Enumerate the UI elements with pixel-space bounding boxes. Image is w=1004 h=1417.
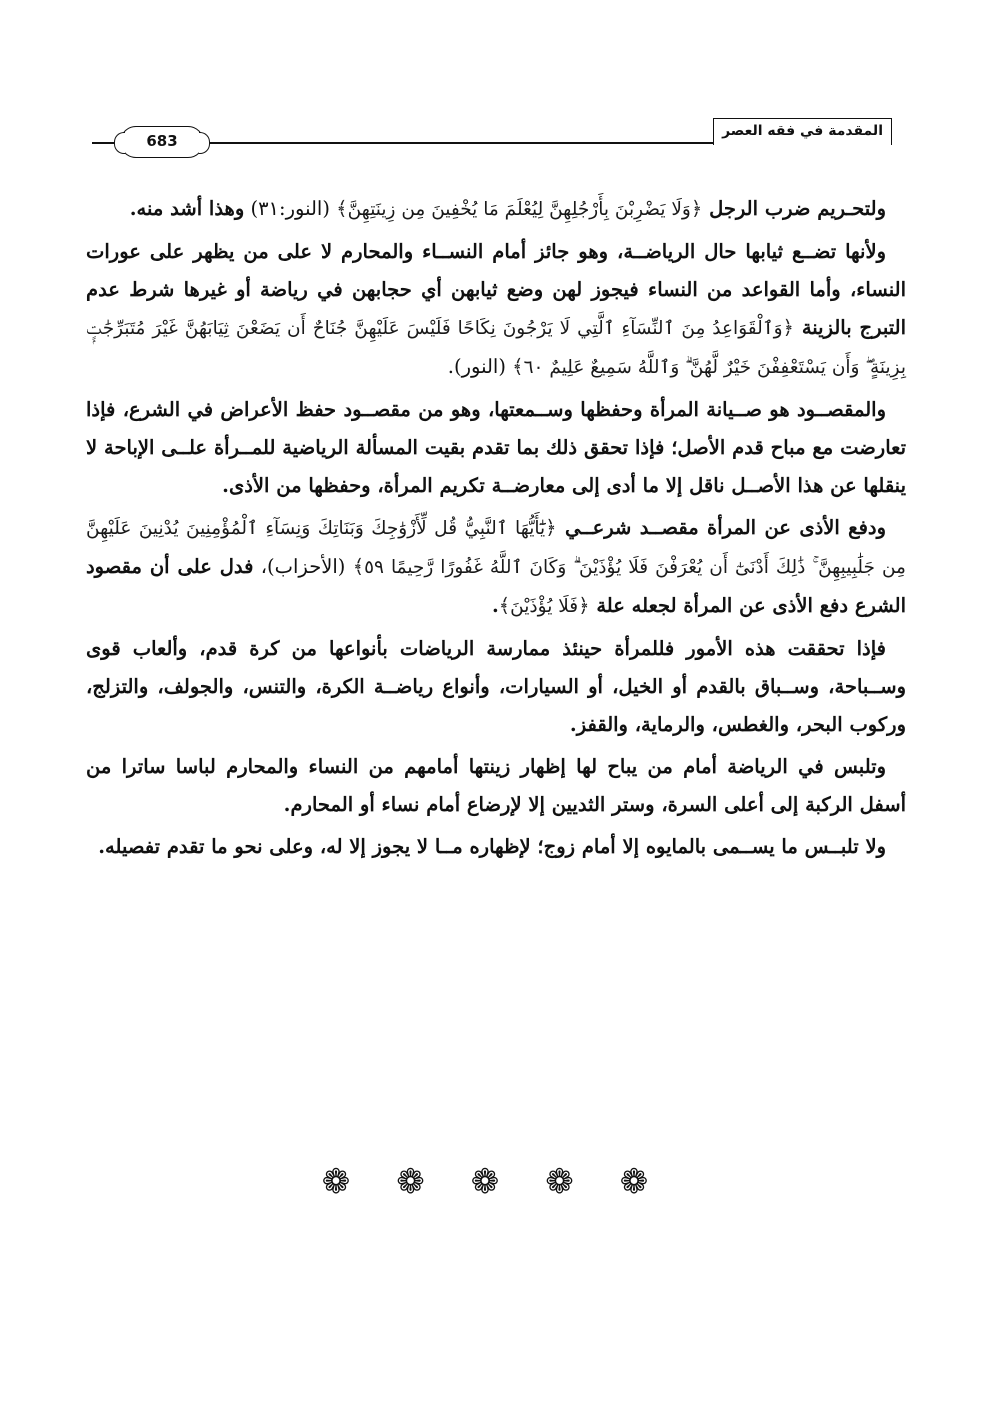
floral-ornament-icon: ❁ — [470, 1162, 534, 1202]
paragraph-text: ودفع الأذى عن المرأة مقصــد شرعــي — [556, 516, 886, 539]
ornate-bracket-open: ﴿ — [578, 594, 590, 617]
page-number: 683 — [120, 126, 204, 158]
floral-ornament-icon: ❁ — [619, 1162, 683, 1202]
verse-reference: (الأحزاب)، — [253, 555, 353, 578]
paragraph-5 — [86, 630, 906, 744]
paragraph-text: ولتحـريم ضرب الرجل — [702, 197, 886, 220]
quran-verse: يَٰٓأَيُّهَا ٱلنَّبِيُّ قُل لِّأَزْوَٰجِكَ وَبَنَاتِكَ وَنِسَآءِ ٱلْمُؤْمِنِينَ يُدْنِينَ عَلَيْهِنَّ مِن جَلَٰبِيبِهِنَّ ۚ ذَٰلِكَ أَدْنَىٰٓ أَن يُعْرَفْنَ فَلَا يُؤْذَيْنَ ۗ وَكَانَ ٱللَّهُ غَفُورًا رَّحِيمًا ٥٩ — [86, 518, 906, 578]
floral-ornament-icon: ❁ — [321, 1162, 385, 1202]
floral-ornament-icon: ❁ — [396, 1162, 459, 1202]
verse-reference: (النور). — [447, 355, 513, 378]
page-header — [92, 112, 892, 156]
paragraph-text: فإذا تحققت هذه الأمور فللمرأة حينئذ ممارسة الرياضات بأنواعها من كرة قدم، وألعاب قوى وســباحة، وســباق بالقدم أو الخيل، أو السيارات، وأنواع رياضــة الكرة، والتنس، والجولف، والتزلج، وركوب البحر، والغطس، والرماية، والقفز. — [86, 637, 906, 736]
paragraph-6 — [86, 748, 906, 824]
verse-reference: (النور:٣١) — [244, 197, 337, 220]
quran-verse: فَلَا يُؤْذَيْنَ — [510, 596, 579, 617]
paragraph-3 — [86, 391, 906, 505]
paragraph-text: وتلبس في الرياضة أمام من يباح لها إظهار زينتها أمامهم من النساء والمحارم لباسا ساترا من أسفل الركبة إلى أعلى السرة، وستر الثديين إلا لإرضاع أمام نساء أو المحارم. — [86, 755, 906, 816]
paragraph-text: والمقصــود هو صــيانة المرأة وحفظها وســمعتها، وهو من مقصــود حفظ الأعراض في الشرع، فإذا تعارضت مع مباح قدم الأصل؛ فإذا تحقق ذلك بما تقدم بقيت المسألة الرياضية للمــرأة علــى الإباحة لا ينقلها عن هذا الأصــل ناقل إلا ما أدى إلى معارضــة تكريم المرأة، وحفظها من الأذى. — [86, 398, 906, 497]
ornate-bracket-close: ﴾ — [352, 555, 365, 578]
paragraph-text: وهذا أشد منه. — [129, 197, 245, 220]
book-title: المقدمة في فقه العصر — [713, 118, 892, 145]
paragraph-text: ولا تلبــس ما يســمى بالمايوه إلا أمام زوج؛ لإظهاره مــا لا يجوز إلا له، وعلى نحو ما تقدم تفصيله. — [98, 835, 886, 858]
ornate-bracket-close: ﴾ — [512, 355, 524, 378]
paragraph-2 — [86, 233, 906, 387]
quran-verse: وَلَا يَضْرِبْنَ بِأَرْجُلِهِنَّ لِيُعْلَمَ مَا يُخْفِينَ مِن زِينَتِهِنَّ — [347, 199, 691, 220]
quran-verse: وَٱلْقَوَاعِدُ مِنَ ٱلنِّسَآءِ ٱلَّتِي لَا يَرْجُونَ نِكَاحًا فَلَيْسَ عَلَيْهِنَّ جُنَاحٌ أَن يَضَعْنَ ثِيَابَهُنَّ غَيْرَ مُتَبَرِّجَٰتٍۭ بِزِينَةٍ ۖ وَأَن يَسْتَعْفِفْنَ خَيْرٌ لَّهُنَّ ۗ وَٱللَّهُ سَمِيعٌ عَلِيمٌ ٦٠ — [86, 318, 906, 378]
paragraph-text: فدل على أن مقصود الشرع دفع الأذى عن المرأة لجعله علة — [86, 555, 906, 617]
paragraph-1 — [86, 190, 906, 229]
ornate-bracket-close: ﴾ — [498, 594, 511, 617]
ornate-bracket-open: ﴿ — [782, 316, 794, 339]
ornate-bracket-open: ﴿ — [690, 197, 703, 220]
paragraph-text: ولأنها تضــع ثيابها حال الرياضــة، وهو جائز أمام النســاء والمحارم لا على من يظهر على عورات النساء، وأما القواعد من النساء فيجوز لهن وضع ثيابهن أي حجابهن في رياضة أو غيرها شرط عدم التبرج بالزينة — [86, 240, 906, 339]
paragraph-4 — [86, 509, 906, 626]
section-divider — [0, 1162, 1004, 1202]
ornate-bracket-close: ﴾ — [336, 197, 348, 220]
floral-ornament-icon: ❁ — [545, 1162, 608, 1202]
paragraph-7 — [86, 828, 906, 866]
paragraph-text: . — [491, 594, 499, 617]
page-body — [86, 190, 906, 870]
ornate-bracket-open: ﴿ — [545, 516, 557, 539]
